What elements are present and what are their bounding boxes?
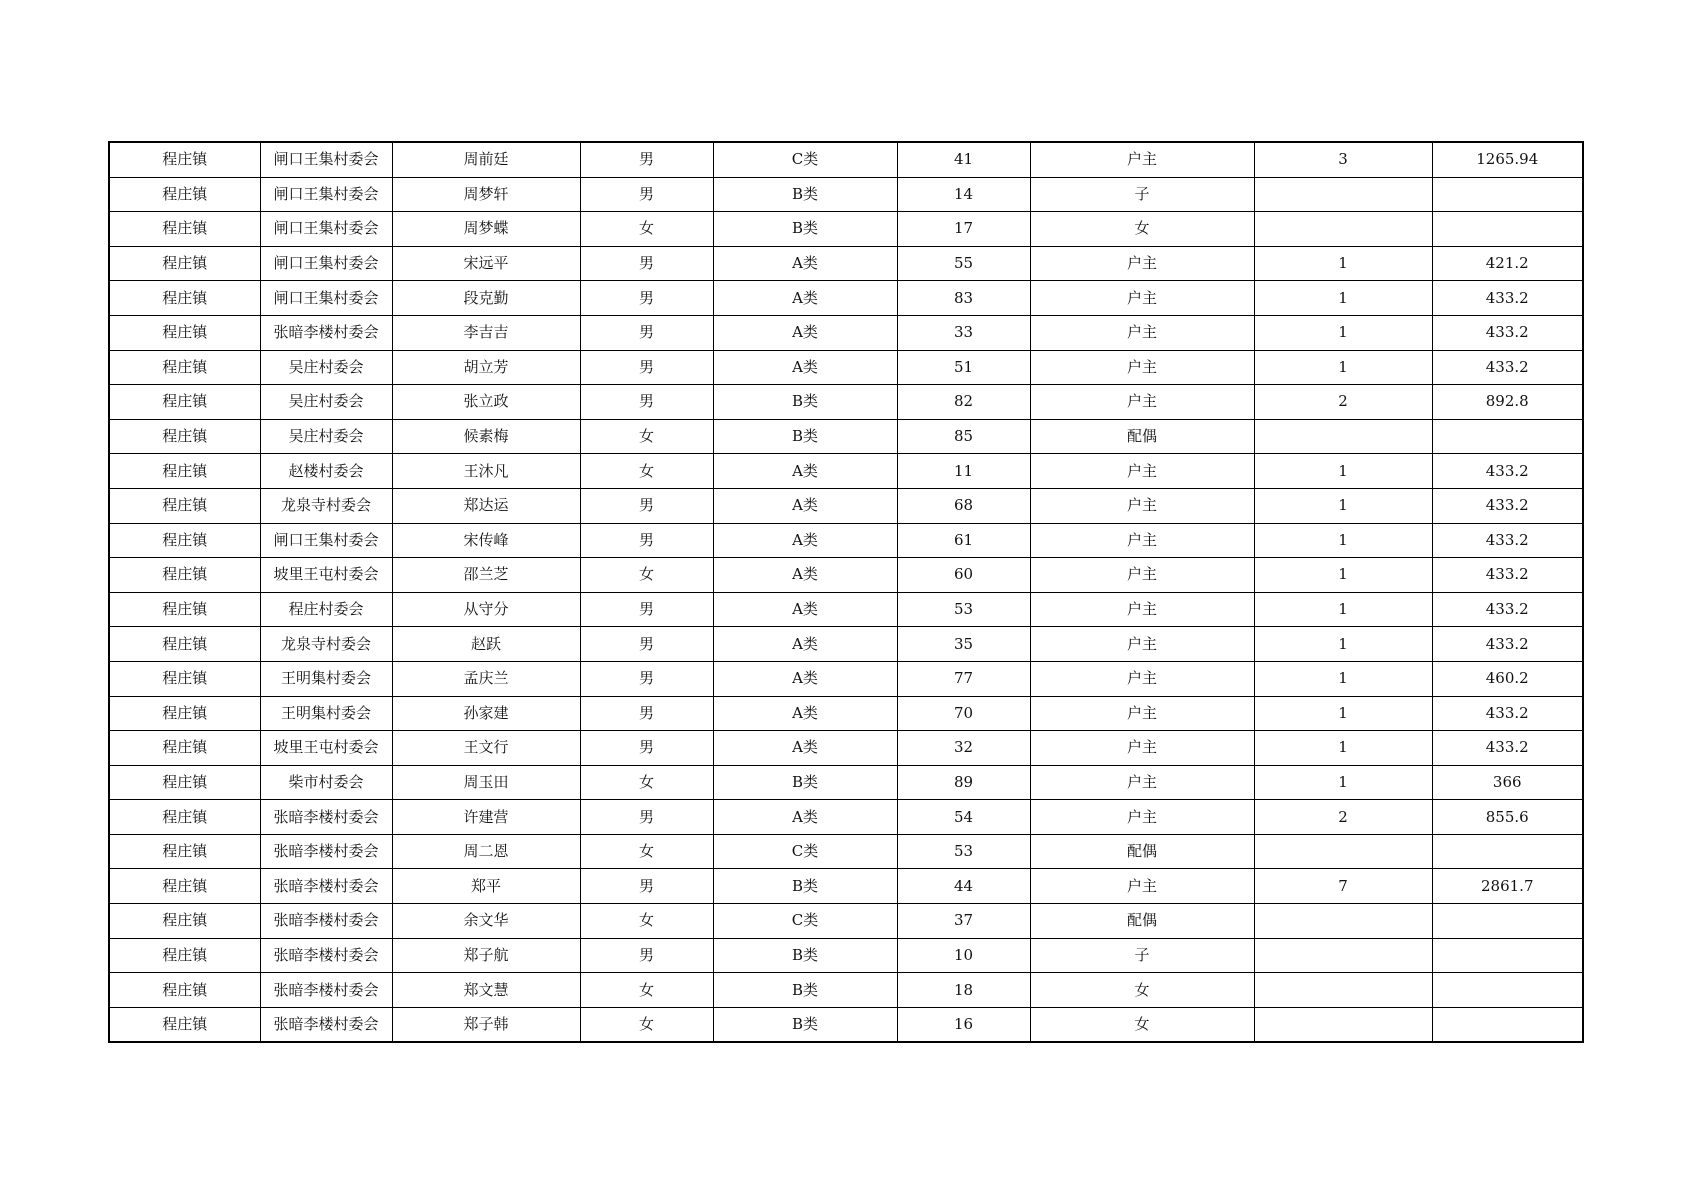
gender-cell: 男	[580, 385, 713, 420]
town-cell: 程庄镇	[109, 800, 260, 835]
age-cell: 89	[897, 765, 1030, 800]
gender-cell: 女	[580, 904, 713, 939]
village-cell: 张暗李楼村委会	[260, 834, 392, 869]
name-cell: 赵跃	[392, 627, 580, 662]
name-cell: 候素梅	[392, 419, 580, 454]
village-cell: 张暗李楼村委会	[260, 869, 392, 904]
village-cell: 柴市村委会	[260, 765, 392, 800]
village-cell: 坡里王屯村委会	[260, 558, 392, 593]
gender-cell: 男	[580, 938, 713, 973]
name-cell: 孟庆兰	[392, 661, 580, 696]
table-row	[109, 350, 1583, 385]
village-cell: 赵楼村委会	[260, 454, 392, 489]
household-size-cell: 1	[1254, 731, 1432, 766]
household-size-cell: 1	[1254, 350, 1432, 385]
age-cell: 60	[897, 558, 1030, 593]
category-cell: B类	[713, 973, 897, 1008]
household-size-cell: 1	[1254, 523, 1432, 558]
amount-cell: 366	[1432, 765, 1583, 800]
amount-cell: 2861.7	[1432, 869, 1583, 904]
gender-cell: 男	[580, 731, 713, 766]
village-cell: 闸口王集村委会	[260, 212, 392, 247]
relation-cell: 配偶	[1030, 419, 1254, 454]
relation-cell: 女	[1030, 973, 1254, 1008]
gender-cell: 男	[580, 661, 713, 696]
name-cell: 周玉田	[392, 765, 580, 800]
table-row	[109, 973, 1583, 1008]
town-cell: 程庄镇	[109, 385, 260, 420]
category-cell: B类	[713, 177, 897, 212]
household-size-cell	[1254, 938, 1432, 973]
name-cell: 宋传峰	[392, 523, 580, 558]
age-cell: 54	[897, 800, 1030, 835]
gender-cell: 女	[580, 454, 713, 489]
name-cell: 周梦轩	[392, 177, 580, 212]
village-cell: 闸口王集村委会	[260, 142, 392, 177]
name-cell: 李吉吉	[392, 315, 580, 350]
relation-cell: 户主	[1030, 523, 1254, 558]
category-cell: A类	[713, 731, 897, 766]
table-row	[109, 627, 1583, 662]
age-cell: 41	[897, 142, 1030, 177]
category-cell: A类	[713, 246, 897, 281]
town-cell: 程庄镇	[109, 696, 260, 731]
household-size-cell: 1	[1254, 281, 1432, 316]
relation-cell: 户主	[1030, 246, 1254, 281]
gender-cell: 女	[580, 558, 713, 593]
household-size-cell: 1	[1254, 246, 1432, 281]
amount-cell	[1432, 834, 1583, 869]
age-cell: 44	[897, 869, 1030, 904]
relation-cell: 户主	[1030, 869, 1254, 904]
amount-cell: 433.2	[1432, 281, 1583, 316]
village-cell: 闸口王集村委会	[260, 177, 392, 212]
gender-cell: 女	[580, 834, 713, 869]
category-cell: A类	[713, 315, 897, 350]
table-row	[109, 488, 1583, 523]
relation-cell: 户主	[1030, 661, 1254, 696]
category-cell: B类	[713, 938, 897, 973]
table-row	[109, 142, 1583, 177]
name-cell: 郑子航	[392, 938, 580, 973]
town-cell: 程庄镇	[109, 592, 260, 627]
amount-cell: 433.2	[1432, 454, 1583, 489]
name-cell: 胡立芳	[392, 350, 580, 385]
table-row	[109, 385, 1583, 420]
gender-cell: 男	[580, 800, 713, 835]
gender-cell: 男	[580, 696, 713, 731]
relation-cell: 户主	[1030, 315, 1254, 350]
town-cell: 程庄镇	[109, 627, 260, 662]
village-cell: 王明集村委会	[260, 696, 392, 731]
age-cell: 51	[897, 350, 1030, 385]
gender-cell: 男	[580, 246, 713, 281]
town-cell: 程庄镇	[109, 834, 260, 869]
gender-cell: 男	[580, 315, 713, 350]
name-cell: 周梦蝶	[392, 212, 580, 247]
household-size-cell: 1	[1254, 661, 1432, 696]
category-cell: B类	[713, 212, 897, 247]
village-cell: 张暗李楼村委会	[260, 938, 392, 973]
category-cell: A类	[713, 661, 897, 696]
gender-cell: 男	[580, 281, 713, 316]
town-cell: 程庄镇	[109, 419, 260, 454]
amount-cell: 433.2	[1432, 350, 1583, 385]
name-cell: 余文华	[392, 904, 580, 939]
amount-cell: 421.2	[1432, 246, 1583, 281]
amount-cell: 433.2	[1432, 488, 1583, 523]
gender-cell: 女	[580, 973, 713, 1008]
town-cell: 程庄镇	[109, 281, 260, 316]
relation-cell: 户主	[1030, 696, 1254, 731]
name-cell: 许建营	[392, 800, 580, 835]
category-cell: A类	[713, 281, 897, 316]
age-cell: 55	[897, 246, 1030, 281]
name-cell: 宋远平	[392, 246, 580, 281]
name-cell: 王文行	[392, 731, 580, 766]
table-row	[109, 1007, 1583, 1042]
name-cell: 郑达运	[392, 488, 580, 523]
household-size-cell	[1254, 177, 1432, 212]
amount-cell: 433.2	[1432, 696, 1583, 731]
table-row	[109, 246, 1583, 281]
relation-cell: 子	[1030, 938, 1254, 973]
relation-cell: 户主	[1030, 731, 1254, 766]
age-cell: 68	[897, 488, 1030, 523]
gender-cell: 女	[580, 419, 713, 454]
household-size-cell: 1	[1254, 696, 1432, 731]
household-size-cell: 1	[1254, 765, 1432, 800]
household-size-cell: 1	[1254, 315, 1432, 350]
household-size-cell: 1	[1254, 627, 1432, 662]
name-cell: 郑文慧	[392, 973, 580, 1008]
age-cell: 32	[897, 731, 1030, 766]
gender-cell: 男	[580, 488, 713, 523]
gender-cell: 男	[580, 627, 713, 662]
relation-cell: 户主	[1030, 385, 1254, 420]
table-row	[109, 212, 1583, 247]
household-size-cell	[1254, 834, 1432, 869]
town-cell: 程庄镇	[109, 350, 260, 385]
table-row	[109, 834, 1583, 869]
category-cell: B类	[713, 385, 897, 420]
village-cell: 张暗李楼村委会	[260, 973, 392, 1008]
name-cell: 郑平	[392, 869, 580, 904]
relation-cell: 户主	[1030, 592, 1254, 627]
category-cell: A类	[713, 696, 897, 731]
village-cell: 张暗李楼村委会	[260, 315, 392, 350]
town-cell: 程庄镇	[109, 212, 260, 247]
household-size-cell: 1	[1254, 592, 1432, 627]
name-cell: 郑子韩	[392, 1007, 580, 1042]
gender-cell: 女	[580, 212, 713, 247]
age-cell: 77	[897, 661, 1030, 696]
category-cell: B类	[713, 765, 897, 800]
category-cell: A类	[713, 350, 897, 385]
town-cell: 程庄镇	[109, 731, 260, 766]
category-cell: C类	[713, 904, 897, 939]
table-row	[109, 177, 1583, 212]
table-row	[109, 281, 1583, 316]
category-cell: A类	[713, 592, 897, 627]
name-cell: 张立政	[392, 385, 580, 420]
amount-cell: 433.2	[1432, 315, 1583, 350]
table-body	[109, 142, 1583, 1042]
age-cell: 53	[897, 834, 1030, 869]
household-size-cell: 2	[1254, 385, 1432, 420]
household-size-cell	[1254, 904, 1432, 939]
amount-cell	[1432, 1007, 1583, 1042]
town-cell: 程庄镇	[109, 488, 260, 523]
household-size-cell	[1254, 419, 1432, 454]
category-cell: A类	[713, 800, 897, 835]
relation-cell: 户主	[1030, 350, 1254, 385]
village-cell: 闸口王集村委会	[260, 523, 392, 558]
table-row	[109, 558, 1583, 593]
amount-cell: 433.2	[1432, 592, 1583, 627]
relation-cell: 户主	[1030, 454, 1254, 489]
gender-cell: 男	[580, 350, 713, 385]
age-cell: 11	[897, 454, 1030, 489]
name-cell: 段克勤	[392, 281, 580, 316]
relation-cell: 户主	[1030, 627, 1254, 662]
town-cell: 程庄镇	[109, 1007, 260, 1042]
table-row	[109, 904, 1583, 939]
age-cell: 35	[897, 627, 1030, 662]
amount-cell: 892.8	[1432, 385, 1583, 420]
village-cell: 吴庄村委会	[260, 385, 392, 420]
household-size-cell	[1254, 212, 1432, 247]
category-cell: A类	[713, 488, 897, 523]
village-cell: 程庄村委会	[260, 592, 392, 627]
household-size-cell: 1	[1254, 454, 1432, 489]
town-cell: 程庄镇	[109, 523, 260, 558]
household-size-cell: 7	[1254, 869, 1432, 904]
gender-cell: 女	[580, 1007, 713, 1042]
amount-cell: 433.2	[1432, 558, 1583, 593]
village-cell: 张暗李楼村委会	[260, 1007, 392, 1042]
amount-cell: 1265.94	[1432, 142, 1583, 177]
amount-cell: 433.2	[1432, 627, 1583, 662]
category-cell: A类	[713, 454, 897, 489]
relation-cell: 配偶	[1030, 834, 1254, 869]
relation-cell: 户主	[1030, 800, 1254, 835]
table-row	[109, 731, 1583, 766]
amount-cell	[1432, 419, 1583, 454]
category-cell: B类	[713, 1007, 897, 1042]
category-cell: A类	[713, 558, 897, 593]
table-row	[109, 800, 1583, 835]
village-cell: 吴庄村委会	[260, 350, 392, 385]
village-cell: 闸口王集村委会	[260, 281, 392, 316]
category-cell: B类	[713, 869, 897, 904]
household-size-cell: 2	[1254, 800, 1432, 835]
amount-cell: 460.2	[1432, 661, 1583, 696]
town-cell: 程庄镇	[109, 142, 260, 177]
household-size-cell: 3	[1254, 142, 1432, 177]
relation-cell: 户主	[1030, 142, 1254, 177]
data-table	[108, 141, 1584, 1043]
amount-cell	[1432, 177, 1583, 212]
category-cell: B类	[713, 419, 897, 454]
category-cell: C类	[713, 142, 897, 177]
amount-cell	[1432, 938, 1583, 973]
amount-cell	[1432, 904, 1583, 939]
category-cell: C类	[713, 834, 897, 869]
table-row	[109, 523, 1583, 558]
relation-cell: 户主	[1030, 765, 1254, 800]
village-cell: 坡里王屯村委会	[260, 731, 392, 766]
table-row	[109, 454, 1583, 489]
town-cell: 程庄镇	[109, 315, 260, 350]
amount-cell: 855.6	[1432, 800, 1583, 835]
gender-cell: 男	[580, 869, 713, 904]
town-cell: 程庄镇	[109, 661, 260, 696]
table-row	[109, 765, 1583, 800]
age-cell: 85	[897, 419, 1030, 454]
age-cell: 16	[897, 1007, 1030, 1042]
relation-cell: 女	[1030, 1007, 1254, 1042]
town-cell: 程庄镇	[109, 246, 260, 281]
gender-cell: 男	[580, 592, 713, 627]
village-cell: 龙泉寺村委会	[260, 627, 392, 662]
age-cell: 17	[897, 212, 1030, 247]
household-size-cell: 1	[1254, 488, 1432, 523]
relation-cell: 配偶	[1030, 904, 1254, 939]
table-row	[109, 419, 1583, 454]
town-cell: 程庄镇	[109, 765, 260, 800]
town-cell: 程庄镇	[109, 869, 260, 904]
table-row	[109, 592, 1583, 627]
age-cell: 83	[897, 281, 1030, 316]
household-size-cell: 1	[1254, 558, 1432, 593]
relation-cell: 户主	[1030, 281, 1254, 316]
amount-cell	[1432, 212, 1583, 247]
village-cell: 王明集村委会	[260, 661, 392, 696]
category-cell: A类	[713, 523, 897, 558]
amount-cell: 433.2	[1432, 731, 1583, 766]
relation-cell: 女	[1030, 212, 1254, 247]
village-cell: 张暗李楼村委会	[260, 800, 392, 835]
table-row	[109, 696, 1583, 731]
amount-cell	[1432, 973, 1583, 1008]
village-cell: 闸口王集村委会	[260, 246, 392, 281]
town-cell: 程庄镇	[109, 558, 260, 593]
gender-cell: 男	[580, 177, 713, 212]
village-cell: 吴庄村委会	[260, 419, 392, 454]
age-cell: 10	[897, 938, 1030, 973]
name-cell: 王沐凡	[392, 454, 580, 489]
age-cell: 14	[897, 177, 1030, 212]
gender-cell: 女	[580, 765, 713, 800]
age-cell: 53	[897, 592, 1030, 627]
gender-cell: 男	[580, 142, 713, 177]
town-cell: 程庄镇	[109, 973, 260, 1008]
age-cell: 33	[897, 315, 1030, 350]
town-cell: 程庄镇	[109, 938, 260, 973]
village-cell: 张暗李楼村委会	[260, 904, 392, 939]
name-cell: 孙家建	[392, 696, 580, 731]
category-cell: A类	[713, 627, 897, 662]
table-row	[109, 869, 1583, 904]
age-cell: 18	[897, 973, 1030, 1008]
household-size-cell	[1254, 973, 1432, 1008]
relation-cell: 户主	[1030, 488, 1254, 523]
age-cell: 70	[897, 696, 1030, 731]
name-cell: 从守分	[392, 592, 580, 627]
table-row	[109, 315, 1583, 350]
household-size-cell	[1254, 1007, 1432, 1042]
gender-cell: 男	[580, 523, 713, 558]
name-cell: 周二恩	[392, 834, 580, 869]
village-cell: 龙泉寺村委会	[260, 488, 392, 523]
town-cell: 程庄镇	[109, 177, 260, 212]
name-cell: 邵兰芝	[392, 558, 580, 593]
town-cell: 程庄镇	[109, 454, 260, 489]
amount-cell: 433.2	[1432, 523, 1583, 558]
age-cell: 37	[897, 904, 1030, 939]
relation-cell: 户主	[1030, 558, 1254, 593]
relation-cell: 子	[1030, 177, 1254, 212]
age-cell: 61	[897, 523, 1030, 558]
table-row	[109, 938, 1583, 973]
age-cell: 82	[897, 385, 1030, 420]
table-row	[109, 661, 1583, 696]
town-cell: 程庄镇	[109, 904, 260, 939]
name-cell: 周前廷	[392, 142, 580, 177]
